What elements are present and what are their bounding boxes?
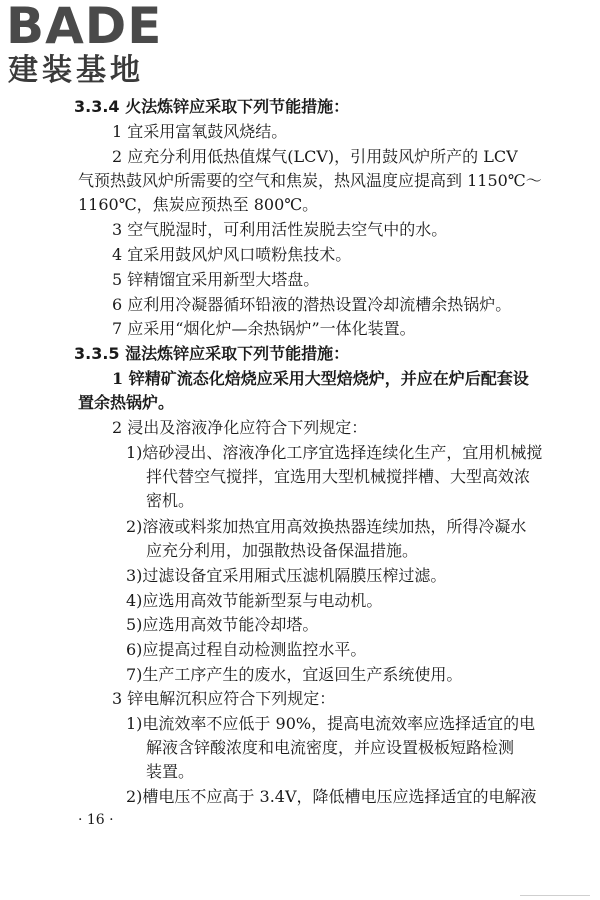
logo-subtitle: 建装基地	[8, 53, 144, 88]
bottom-divider	[520, 895, 590, 896]
section-heading-3-3-4: 3.3.4 火法炼锌应采取下列节能措施：	[74, 97, 350, 116]
sub-item-continuation: 应充分利用，加强散热设备保温措施。	[146, 541, 419, 560]
sub-item: 3)过滤设备宜采用厢式压滤机隔膜压榨过滤。	[126, 566, 447, 585]
sub-item: 2)溶液或料浆加热宜用高效换热器连续加热，所得冷凝水	[126, 517, 527, 536]
list-item: 7 应采用“烟化炉—余热锅炉”一体化装置。	[112, 319, 416, 338]
sub-item: 4)应选用高效节能新型泵与电动机。	[126, 591, 383, 610]
sub-item-continuation: 密机。	[146, 491, 195, 510]
list-item-continuation: 1160℃，焦炭应预热至 800℃。	[78, 195, 319, 214]
sub-item: 7)生产工序产生的废水，宜返回生产系统使用。	[126, 665, 463, 684]
sub-item: 2)槽电压不应高于 3.4V，降低槽电压应选择适宜的电解液	[126, 787, 537, 806]
page-number: · 16 ·	[78, 812, 114, 828]
sub-item: 6)应提高过程自动检测监控水平。	[126, 640, 367, 659]
list-item: 1 宜采用富氧鼓风烧结。	[112, 122, 288, 141]
list-item: 2 浸出及溶液净化应符合下列规定：	[112, 418, 368, 437]
sub-item-continuation: 解液含锌酸浓度和电流密度，并应设置极板短路检测	[146, 738, 515, 757]
list-item: 4 宜采用鼓风炉风口喷粉焦技术。	[112, 245, 352, 264]
sub-item: 1)电流效率不应低于 90%，提高电流效率应选择适宜的电	[126, 714, 536, 733]
section-heading-3-3-5: 3.3.5 湿法炼锌应采取下列节能措施：	[74, 344, 350, 363]
list-item: 3 锌电解沉积应符合下列规定：	[112, 689, 336, 708]
sub-item: 1)焙砂浸出、溶液净化工序宜选择连续化生产，宜用机械搅	[126, 443, 543, 462]
list-item-continuation: 气预热鼓风炉所需要的空气和焦炭，热风温度应提高到 1150℃～	[78, 171, 542, 190]
list-item: 3 空气脱湿时，可利用活性炭脱去空气中的水。	[112, 220, 448, 239]
list-item: 5 锌精馏宜采用新型大塔盘。	[112, 270, 320, 289]
logo-brand: BADE	[6, 0, 163, 55]
list-item-bold-continuation: 置余热锅炉。	[78, 393, 175, 412]
list-item: 6 应利用冷凝器循环铅液的潜热设置冷却流槽余热锅炉。	[112, 295, 512, 314]
sub-item: 5)应选用高效节能冷却塔。	[126, 615, 319, 634]
sub-item-continuation: 装置。	[146, 762, 195, 781]
sub-item-continuation: 拌代替空气搅拌，宜选用大型机械搅拌槽、大型高效浓	[146, 467, 531, 486]
list-item-bold: 1 锌精矿流态化焙烧应采用大型焙烧炉，并应在炉后配套设	[112, 369, 529, 388]
list-item: 2 应充分利用低热值煤气(LCV)，引用鼓风炉所产的 LCV	[112, 147, 518, 166]
